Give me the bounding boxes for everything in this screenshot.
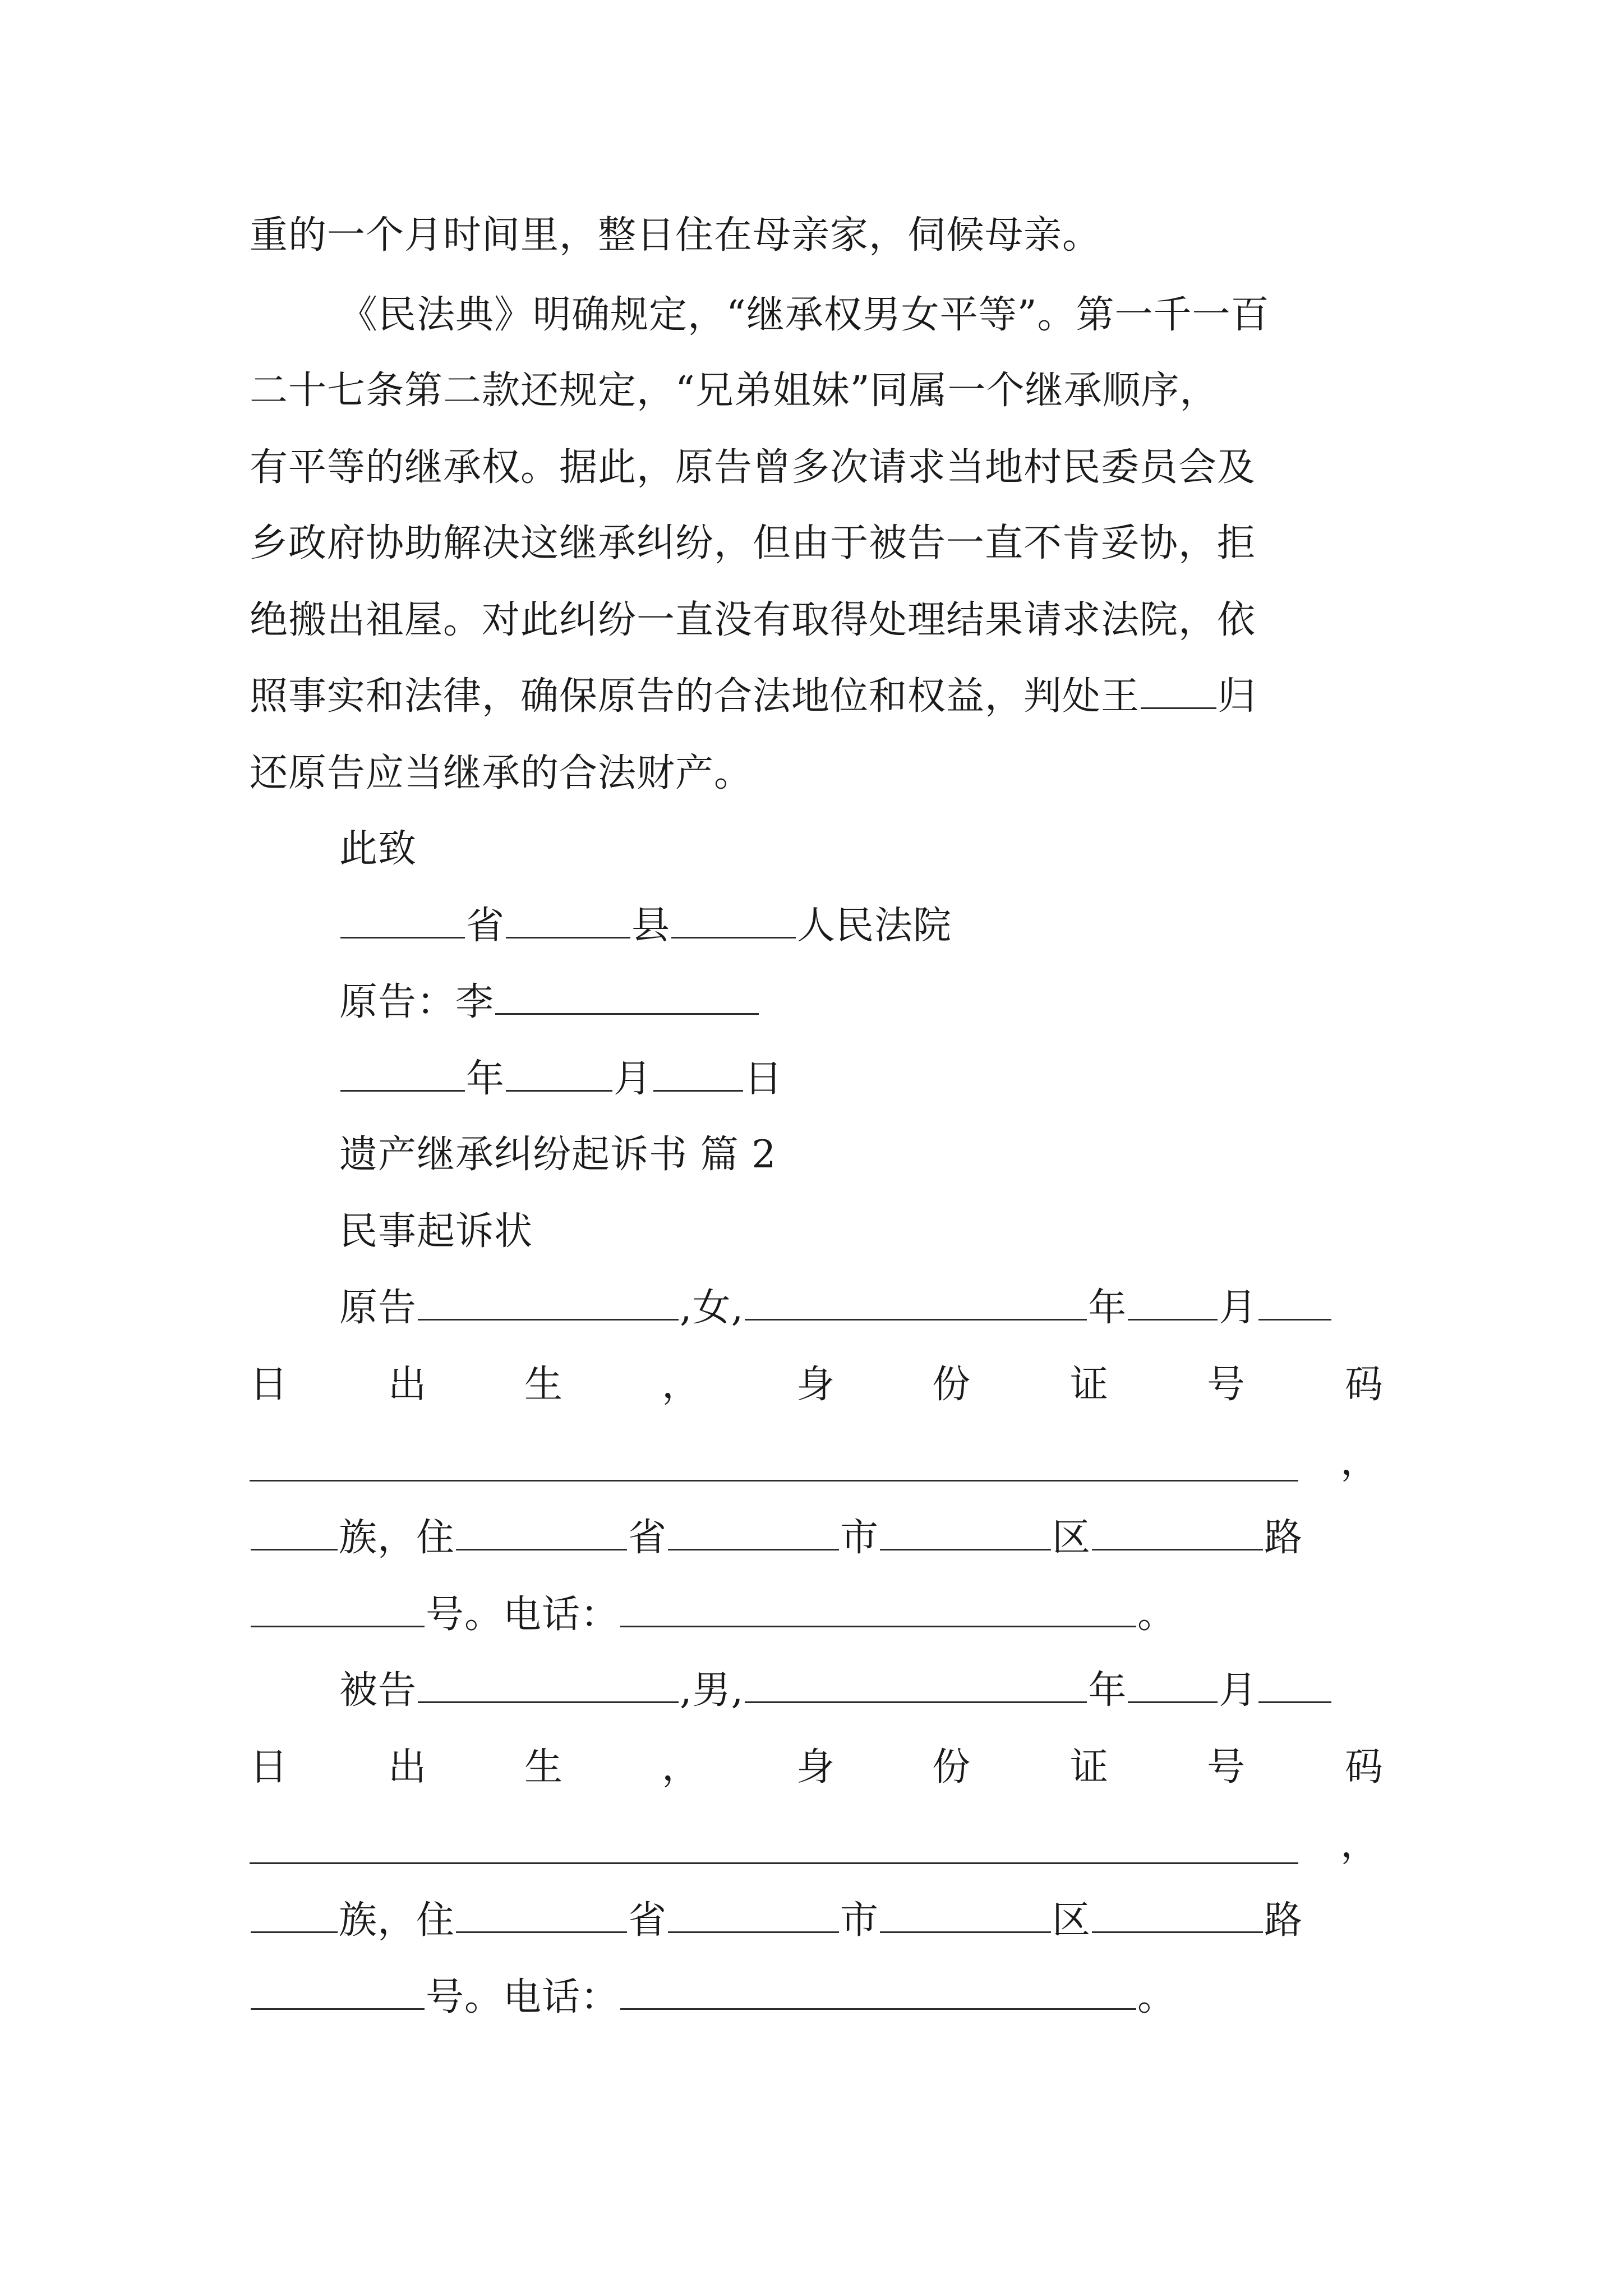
- court-province: 省: [466, 904, 505, 948]
- plaintiff-end: 。: [1137, 1593, 1177, 1637]
- blank-line: [620, 2005, 1136, 2010]
- blank-line: [1141, 704, 1216, 709]
- blank-line: [251, 1545, 338, 1550]
- birth-char: 身: [796, 1363, 835, 1407]
- defendant-phone-line: [250, 1975, 1177, 2019]
- id-number-blank: [250, 1480, 1298, 1481]
- blank-line: [620, 1622, 1136, 1627]
- paragraph-text: 照事实和法律，确保原告的合法地位和权益，判处王: [250, 674, 1140, 719]
- defendant-gender: ,男,: [680, 1668, 744, 1713]
- id-number-blank: [250, 1862, 1298, 1864]
- defendant-end: 。: [1137, 1975, 1177, 2019]
- defendant-birth-line: [0, 1745, 1623, 1793]
- court-name: 人民法院: [797, 904, 952, 948]
- plaintiff-signature-label: 原告：李: [339, 980, 495, 1024]
- birth-char: 身: [796, 1745, 835, 1789]
- birth-char: 日: [250, 1363, 288, 1407]
- birth-char: 份: [932, 1745, 971, 1789]
- plaintiff-signature: [339, 980, 760, 1024]
- birth-char: 生: [524, 1745, 563, 1789]
- blank-line: [251, 1622, 425, 1627]
- paragraph-line: 重的一个月时间里，整日住在母亲家，伺候母亲。: [250, 213, 1101, 257]
- blank-line: [668, 1545, 839, 1550]
- paragraph-line: 有平等的继承权。据此，原告曾多次请求当地村民委员会及: [250, 445, 1256, 490]
- birth-char: 号: [1207, 1745, 1246, 1789]
- defendant-label: 被告: [339, 1668, 417, 1713]
- birth-char: 生: [524, 1363, 563, 1407]
- paragraph-line: 二十七条第二款还规定，“兄弟姐妹”同属一个继承顺序，: [250, 369, 1219, 413]
- blank-line: [251, 1928, 338, 1933]
- birth-char: 码: [1345, 1363, 1384, 1407]
- plaintiff-line-1: [339, 1286, 1332, 1330]
- court-line: [339, 904, 952, 948]
- birth-char: 出: [388, 1745, 427, 1789]
- plaintiff-district: 区: [1052, 1516, 1091, 1560]
- date-month: 月: [614, 1057, 653, 1101]
- blank-line: [1092, 1928, 1263, 1933]
- document-title: 民事起诉状: [339, 1209, 533, 1254]
- plaintiff-city: 市: [840, 1516, 879, 1560]
- blank-line: [880, 1928, 1051, 1933]
- birth-char: ，: [662, 1363, 700, 1407]
- id-number-comma: ，: [1340, 1822, 1380, 1866]
- birth-char: 日: [250, 1745, 288, 1789]
- blank-line: [653, 1087, 743, 1092]
- birth-char: 码: [1345, 1745, 1384, 1789]
- blank-line: [1258, 1315, 1331, 1320]
- blank-line: [1092, 1545, 1263, 1550]
- greeting: 此致: [339, 827, 417, 871]
- plaintiff-number-phone: 号。电话：: [426, 1593, 620, 1637]
- blank-line: [1258, 1698, 1331, 1703]
- defendant-month: 月: [1219, 1668, 1258, 1713]
- birth-char: 号: [1207, 1363, 1246, 1407]
- plaintiff-ethnic: 族，住: [339, 1516, 455, 1560]
- plaintiff-phone-line: [250, 1593, 1177, 1637]
- plaintiff-year: 年: [1088, 1286, 1127, 1330]
- plaintiff-birth-line: [0, 1363, 1623, 1411]
- section-heading: 遗产继承纠纷起诉书 篇 2: [339, 1133, 777, 1177]
- defendant-number-phone: 号。电话：: [426, 1975, 620, 2019]
- birth-char: ，: [662, 1745, 700, 1789]
- blank-line: [418, 1315, 679, 1320]
- id-number-comma: ，: [1340, 1439, 1380, 1484]
- blank-line: [340, 1087, 465, 1092]
- blank-line: [668, 1928, 839, 1933]
- defendant-city: 市: [840, 1898, 879, 1943]
- paragraph-line: [250, 674, 1257, 719]
- plaintiff-label: 原告: [339, 1286, 417, 1330]
- defendant-district: 区: [1052, 1898, 1091, 1943]
- blank-line: [880, 1545, 1051, 1550]
- paragraph-text: 归: [1218, 674, 1257, 719]
- court-county: 县: [631, 904, 671, 948]
- blank-line: [506, 1087, 612, 1092]
- blank-line: [745, 1315, 1087, 1320]
- birth-char: 份: [932, 1363, 971, 1407]
- birth-char: 出: [388, 1363, 427, 1407]
- blank-line: [506, 933, 630, 938]
- plaintiff-gender: ,女,: [680, 1286, 744, 1330]
- plaintiff-province: 省: [628, 1516, 667, 1560]
- date-line: [339, 1057, 783, 1101]
- defendant-year: 年: [1088, 1668, 1127, 1713]
- blank-line: [745, 1698, 1087, 1703]
- date-day: 日: [744, 1057, 783, 1101]
- blank-line: [1128, 1698, 1218, 1703]
- blank-line: [340, 933, 465, 938]
- paragraph-line: 《民法典》明确规定，“继承权男女平等”。第一千一百: [339, 293, 1270, 337]
- plaintiff-month: 月: [1219, 1286, 1258, 1330]
- birth-char: 证: [1070, 1745, 1109, 1789]
- birth-char: 证: [1070, 1363, 1109, 1407]
- blank-line: [418, 1698, 679, 1703]
- plaintiff-address-line: [250, 1516, 1303, 1560]
- paragraph-line: 绝搬出祖屋。对此纠纷一直没有取得处理结果请求法院，依: [250, 598, 1256, 642]
- plaintiff-road: 路: [1264, 1516, 1303, 1560]
- paragraph-line: 还原告应当继承的合法财产。: [250, 751, 753, 795]
- defendant-line-1: [339, 1668, 1332, 1713]
- blank-line: [251, 2005, 425, 2010]
- blank-line: [671, 933, 796, 938]
- blank-line: [495, 1010, 759, 1015]
- blank-line: [1128, 1315, 1218, 1320]
- defendant-province: 省: [628, 1898, 667, 1943]
- blank-line: [456, 1545, 627, 1550]
- defendant-road: 路: [1264, 1898, 1303, 1943]
- defendant-ethnic: 族，住: [339, 1898, 455, 1943]
- defendant-address-line: [250, 1898, 1303, 1943]
- date-year: 年: [466, 1057, 505, 1101]
- paragraph-line: 乡政府协助解决这继承纠纷，但由于被告一直不肯妥协，拒: [250, 521, 1256, 565]
- blank-line: [456, 1928, 627, 1933]
